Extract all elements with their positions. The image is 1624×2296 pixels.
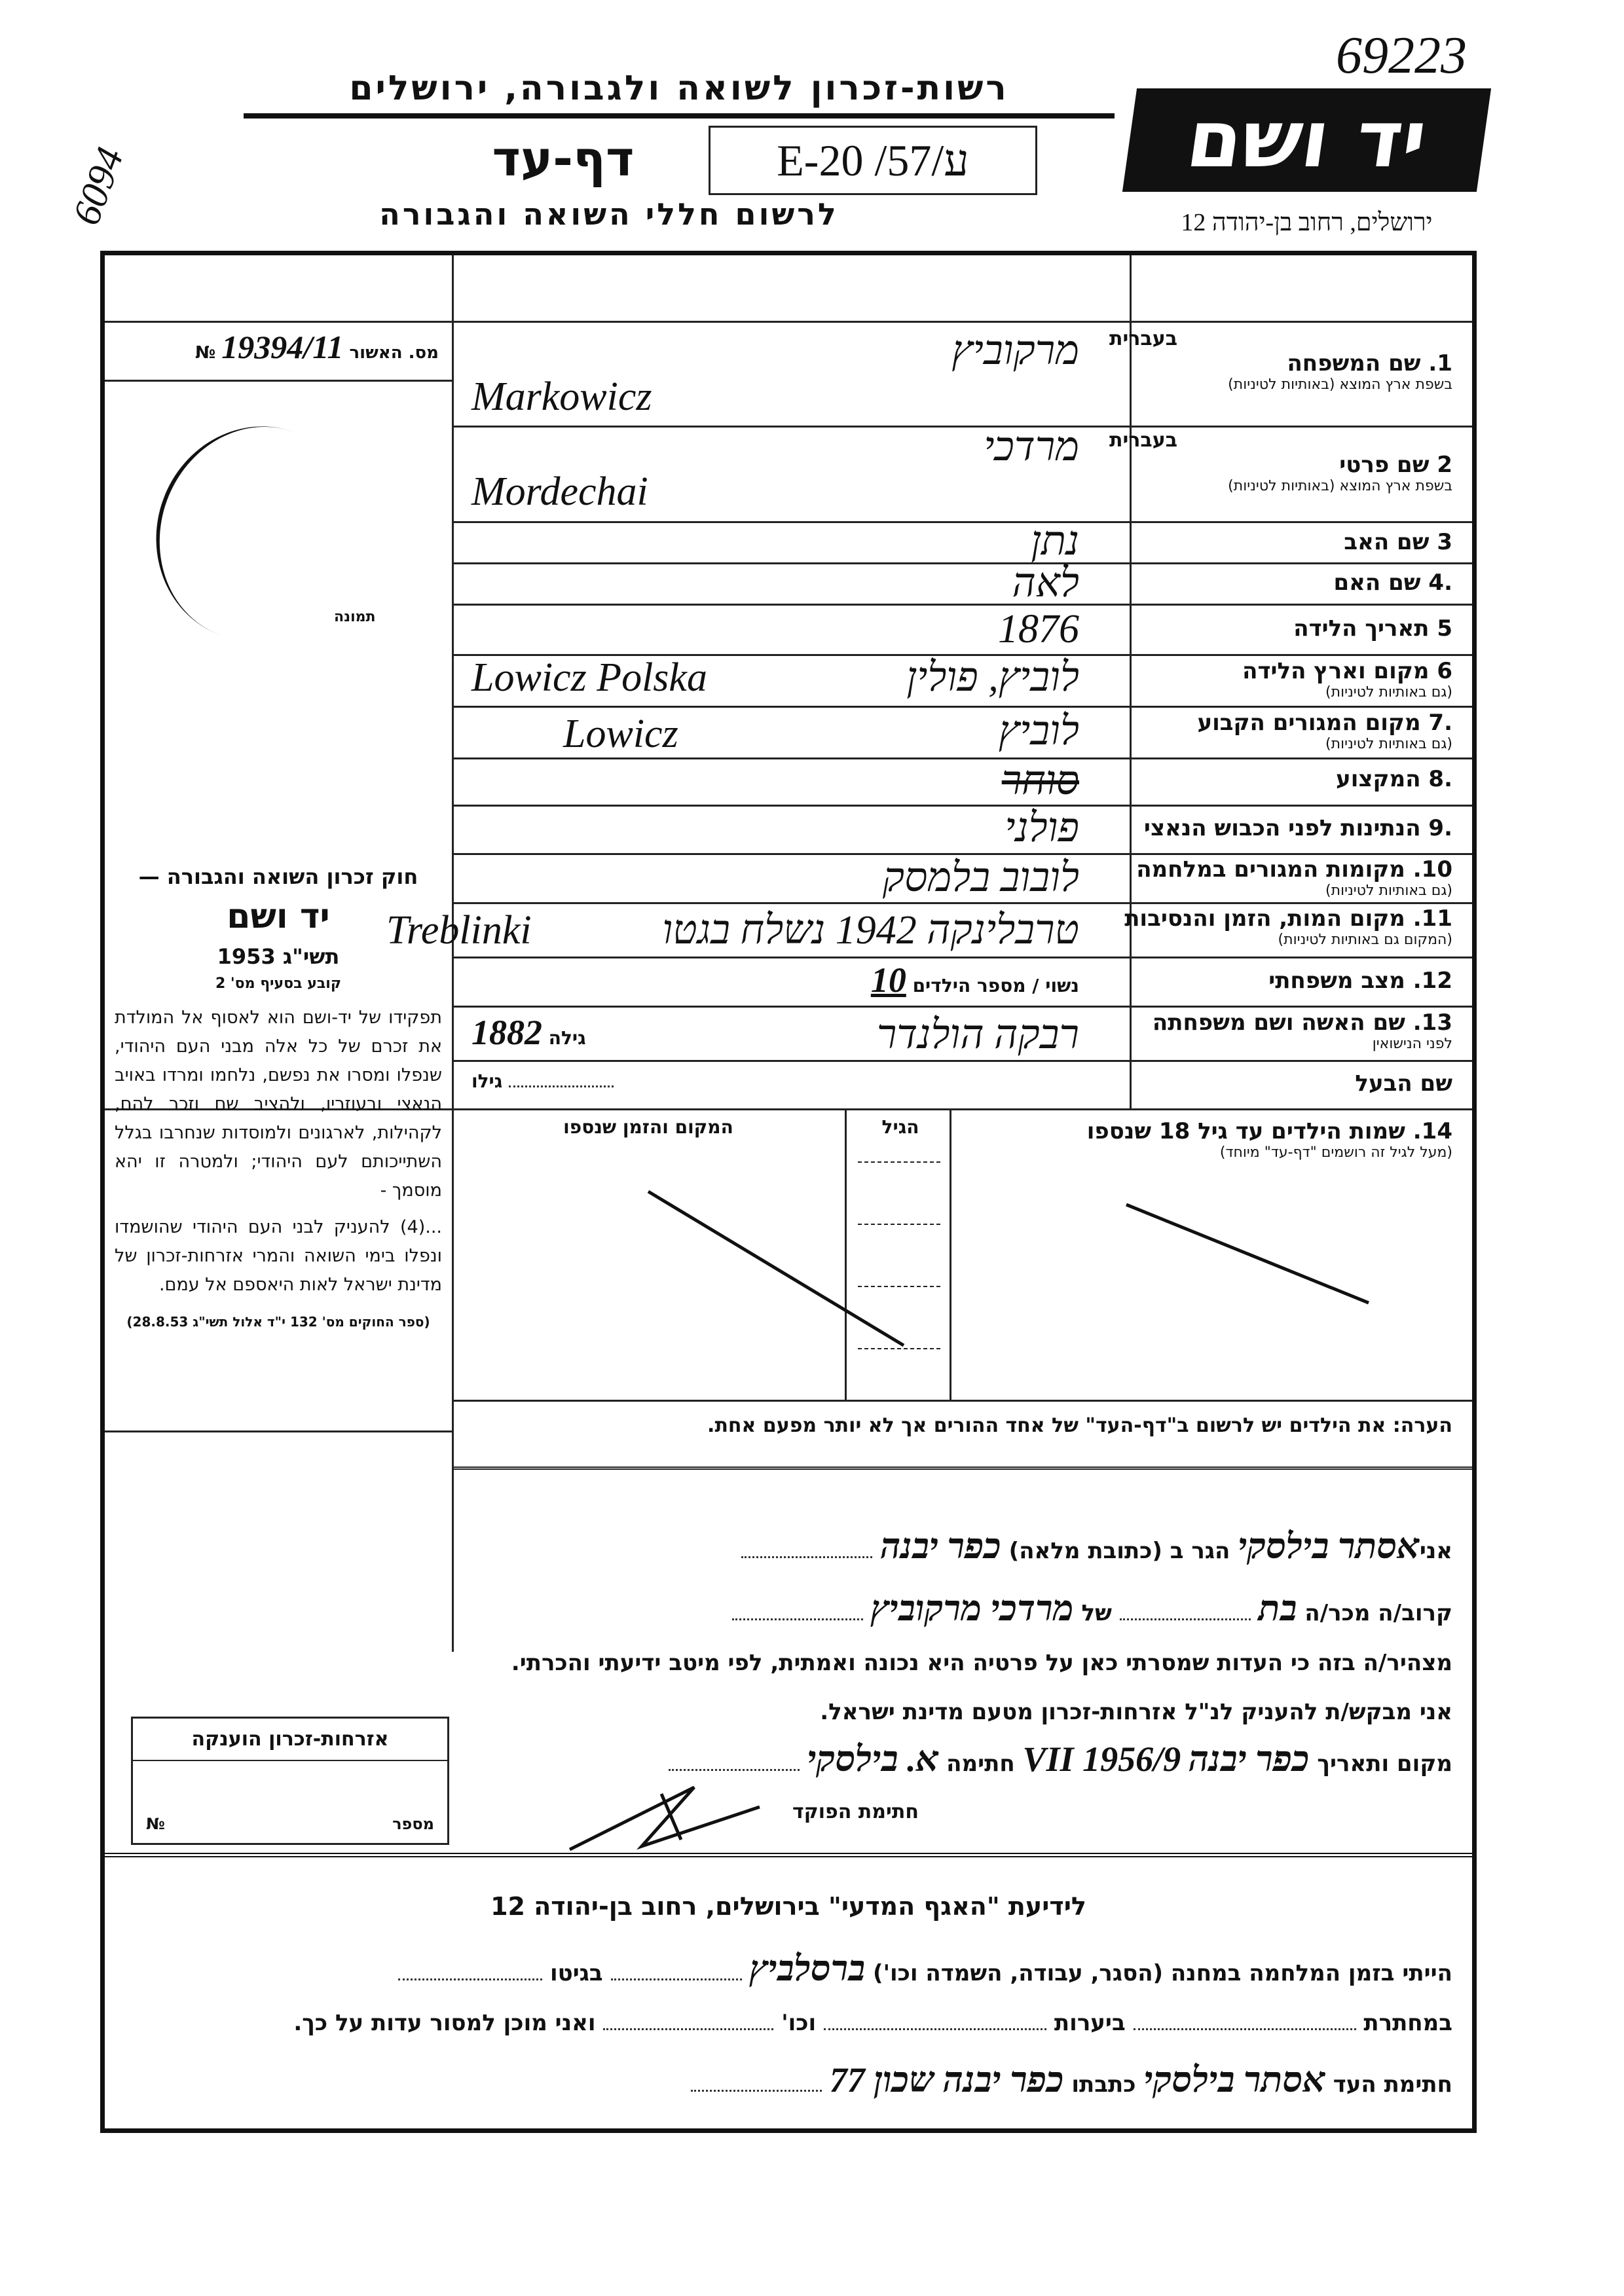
first-name-latin: Mordechai (471, 469, 648, 514)
address: ירושלים, רחוב בן-יהודה 12 (1181, 209, 1433, 236)
declaration-statement: מצהיר/ה בזה כי העדות שמסרתי כאן על פרטיה היא נכונה ואמתית, לפי מיטב ידיעתי והכרתי. (511, 1650, 1452, 1676)
dotted-line (603, 2028, 773, 2030)
field-sub: לפני הנישואין (1372, 1036, 1452, 1052)
age-column-header: הגיל (881, 1116, 919, 1138)
law-paragraph-2: ...(4) להעניק לבני העם היהודי שהושמדו ונפלו בימי השואה והמרי אזרחות-זכרון של מדינת ישראל לאות היאספם אל עמם. (115, 1217, 442, 1295)
authority-title: רשות-זכרון לשואה ולגבורה, ירושלים (244, 69, 1115, 118)
children-count: 10 (870, 960, 906, 1000)
citizenship-request: אני מבקש/ת להעניק לנ"ל אזרחות-זכרון מטעם מדינת ישראל. (820, 1699, 1452, 1725)
field-label: מקום וארץ הלידה (1242, 658, 1430, 684)
underground-line (293, 2010, 1452, 2036)
field-sub: (גם באותיות לטיניות) (1325, 684, 1452, 701)
declarant-name: אסתר בילסקי (1238, 1527, 1420, 1566)
field-label: מצב משפחתי (1268, 968, 1405, 994)
wife-age: 1882 (471, 1013, 542, 1052)
field-sub: בשפת ארץ המוצא (באותיות לטיניות) (1228, 478, 1452, 494)
place-column-header: המקום והזמן שנספו (563, 1116, 733, 1138)
surname-hebrew: מרקוביץ (951, 329, 1079, 373)
age-label: גילה (548, 1027, 586, 1049)
field-number: 3 (1437, 529, 1452, 555)
victim-name: מרדכי מרקוביץ (870, 1589, 1074, 1628)
text: בגיטו (549, 1960, 603, 1986)
wartime-residence: לובוב בלמסק (882, 856, 1079, 900)
camp-line (398, 1951, 1452, 1986)
yad-vashem-logo: יד ושם (1122, 88, 1491, 192)
form-title: דף-עד (492, 131, 635, 187)
dotted-line (669, 1769, 800, 1771)
law-title: חוק זכרון השואה והגבורה — (138, 864, 418, 889)
citizenship-box-title: אזרחות-זכרון הוענקה (133, 1719, 447, 1761)
death-place-hebrew: טרבלינקה 1942 נשלח בגטו (662, 908, 1079, 953)
field-number: 2 (1437, 452, 1452, 478)
archive-number: 69223 (1336, 27, 1467, 84)
registration-label: מס. האשור (349, 343, 439, 363)
dotted-line (1120, 1618, 1251, 1620)
camp-value: ברסלביץ (749, 1949, 866, 1988)
text: של (1081, 1600, 1112, 1626)
field-label: שם האב (1344, 529, 1430, 555)
text: מקום ותאריך (1317, 1751, 1452, 1777)
witness-address: כפר יבנה שכון 77 (829, 2060, 1064, 2100)
field-label: מקומות המגורים במלחמה (1136, 856, 1405, 883)
field-number: .7 (1428, 710, 1452, 736)
citizenship-box (131, 1717, 449, 1845)
nationality: פולני (1005, 806, 1079, 850)
field-label: הנתינות לפני הכבוש הנאצי (1143, 815, 1421, 841)
number-sign: № (194, 343, 216, 363)
dotted-line (732, 1618, 863, 1620)
field-label: המקצוע (1336, 766, 1421, 792)
field-number: 1. (1428, 350, 1452, 376)
children-note: הערה: את הילדים יש לרשום ב"דף-העד" של אחד ההורים אך לא יותר מפעם אחת. (707, 1414, 1452, 1437)
field-number: 10. (1412, 856, 1452, 883)
birth-place-latin: Lowicz Polska (471, 655, 707, 700)
text: ואני מוכן למסור עדות על כך. (293, 2010, 596, 2036)
text: במחתרת (1363, 2010, 1452, 2036)
official-signature-label: חתימת הפוקד (792, 1800, 919, 1823)
number-sign: № (146, 1815, 165, 1833)
photo-label: תמונה (334, 609, 376, 625)
place-value: כפר יבנה (1188, 1740, 1310, 1779)
birth-date: 1876 (998, 607, 1079, 651)
official-signature (563, 1781, 773, 1853)
relation-line (732, 1591, 1452, 1626)
hebrew-hint: בעברית (1109, 429, 1177, 452)
field-number: .4 (1428, 570, 1452, 596)
form-subtitle: לרשום חללי השואה והגבורה (379, 196, 839, 232)
witness-signature: אסתר בילסקי (1143, 2060, 1325, 2100)
field-label: תאריך הלידה (1293, 615, 1430, 642)
marital-status-label: נשוי / מספר הילדים (912, 975, 1079, 996)
number-label: מספר (392, 1815, 434, 1833)
side-number: 6094 (64, 141, 132, 230)
law-source: (ספר החוקים מס' 132 י"ד אלול תשי"ג 28.8.53) (126, 1314, 430, 1330)
place-date-line (669, 1741, 1452, 1777)
residence-hebrew: לוביץ (998, 709, 1079, 754)
bottom-title: לידיעת "האגף המדעי" בירושלים, רחוב בן-יהודה 12 (490, 1892, 1086, 1921)
witness-line (691, 2062, 1452, 2098)
residence-latin: Lowicz (563, 712, 678, 756)
field-number: 13. (1412, 1010, 1452, 1036)
field-sub: (מעל לגיל זה רושמים "דף-עד" מיוחד) (1219, 1144, 1452, 1161)
field-sub: (גם באותיות לטיניות) (1325, 736, 1452, 752)
dotted-line (741, 1556, 872, 1558)
law-name: יד ושם (227, 897, 330, 936)
text: אני (1419, 1538, 1452, 1564)
date-value: 9/VII 1956 (1022, 1740, 1181, 1779)
profession: סוחר (1001, 759, 1079, 803)
law-clause: קובע בסעיף מס' 2 (215, 975, 342, 992)
field-label: שם פרטי (1339, 452, 1430, 478)
hebrew-hint: בעברית (1109, 327, 1177, 350)
field-number: 14. (1412, 1118, 1452, 1144)
field-sub: (גם באותיות לטיניות) (1325, 883, 1452, 899)
registration-value: 19394/11 (221, 329, 344, 365)
declarant-address: כפר יבנה (880, 1527, 1001, 1566)
field-label: מקום המות, הזמן והנסיבות (1124, 905, 1405, 932)
text: קרוב/ה מכר/ה (1304, 1600, 1452, 1626)
field-sub: בשפת ארץ המוצא (באותיות לטיניות) (1228, 376, 1452, 393)
law-year: תשי"ג 1953 (217, 944, 340, 969)
field-number: 5 (1437, 615, 1452, 642)
mother-name: לאה (1012, 561, 1079, 606)
field-number: 12. (1412, 968, 1452, 994)
text: חתימת העד (1333, 2071, 1452, 2098)
wife-name: רבקה הולנדר (876, 1013, 1079, 1057)
first-name-hebrew: מרדכי (984, 425, 1079, 469)
dotted-line (611, 1978, 742, 1980)
text: ביערות (1054, 2010, 1126, 2036)
declarant-line (741, 1529, 1452, 1564)
text: הייתי בזמן המלחמה במחנה (הסגר, עבודה, השמדה וכו') (873, 1960, 1452, 1986)
relation-value: בת (1258, 1589, 1297, 1628)
father-name: נתן (1031, 519, 1079, 564)
field-label: שם הבעל (1355, 1070, 1452, 1097)
text: וכו' (781, 2010, 817, 2036)
field-number: .9 (1428, 815, 1452, 841)
dotted-line (824, 2028, 1046, 2030)
field-sub: (המקום גם באותיות לטיניות) (1278, 932, 1452, 948)
surname-latin: Markowicz (471, 374, 652, 419)
death-place-latin: Treblinki (386, 908, 532, 953)
form-body (100, 251, 1477, 2133)
text: חתימה (946, 1751, 1015, 1777)
field-label: מקום המגורים הקבוע (1197, 710, 1421, 736)
archive-stamp: E-20 /57/ע (709, 126, 1037, 195)
dotted-line (1134, 2028, 1356, 2030)
text: הגר ב (כתובת מלאה) (1008, 1538, 1230, 1564)
field-number: 6 (1437, 658, 1452, 684)
field-label: שם המשפחה (1287, 350, 1421, 376)
field-label: שם האם (1333, 570, 1421, 596)
birth-place-hebrew: לוביץ, פולין (906, 655, 1079, 700)
declarant-signature: א. בילסקי (807, 1740, 939, 1779)
field-label: שמות הילדים עד גיל 18 שנספו (1086, 1118, 1405, 1144)
dotted-line (398, 1978, 542, 1980)
field-number: .8 (1428, 766, 1452, 792)
field-label: שם האשה ושם משפחתה (1152, 1010, 1405, 1036)
age-label: גילו (471, 1070, 503, 1092)
text: כתבתו (1071, 2071, 1136, 2098)
law-paragraph-1: תפקידו של יד-ושם הוא לאסוף אל המולדת את זכרם של כל אלה מבני העם היהודי, שנפלו ומסרו את נפשם, נלחמו ומרדו באויב הנאצי ובעוזריו, ולהציב שם וזכר להם, לקהילות, לארגונים ולמוסדות שנחרבו בגלל השתייכותם לעם היהודי; ולמטרה זו יהא מוסמך - (115, 1008, 442, 1201)
field-number: 11. (1412, 905, 1452, 932)
strike-through-lines (105, 255, 1481, 2138)
dotted-line (691, 2090, 822, 2092)
